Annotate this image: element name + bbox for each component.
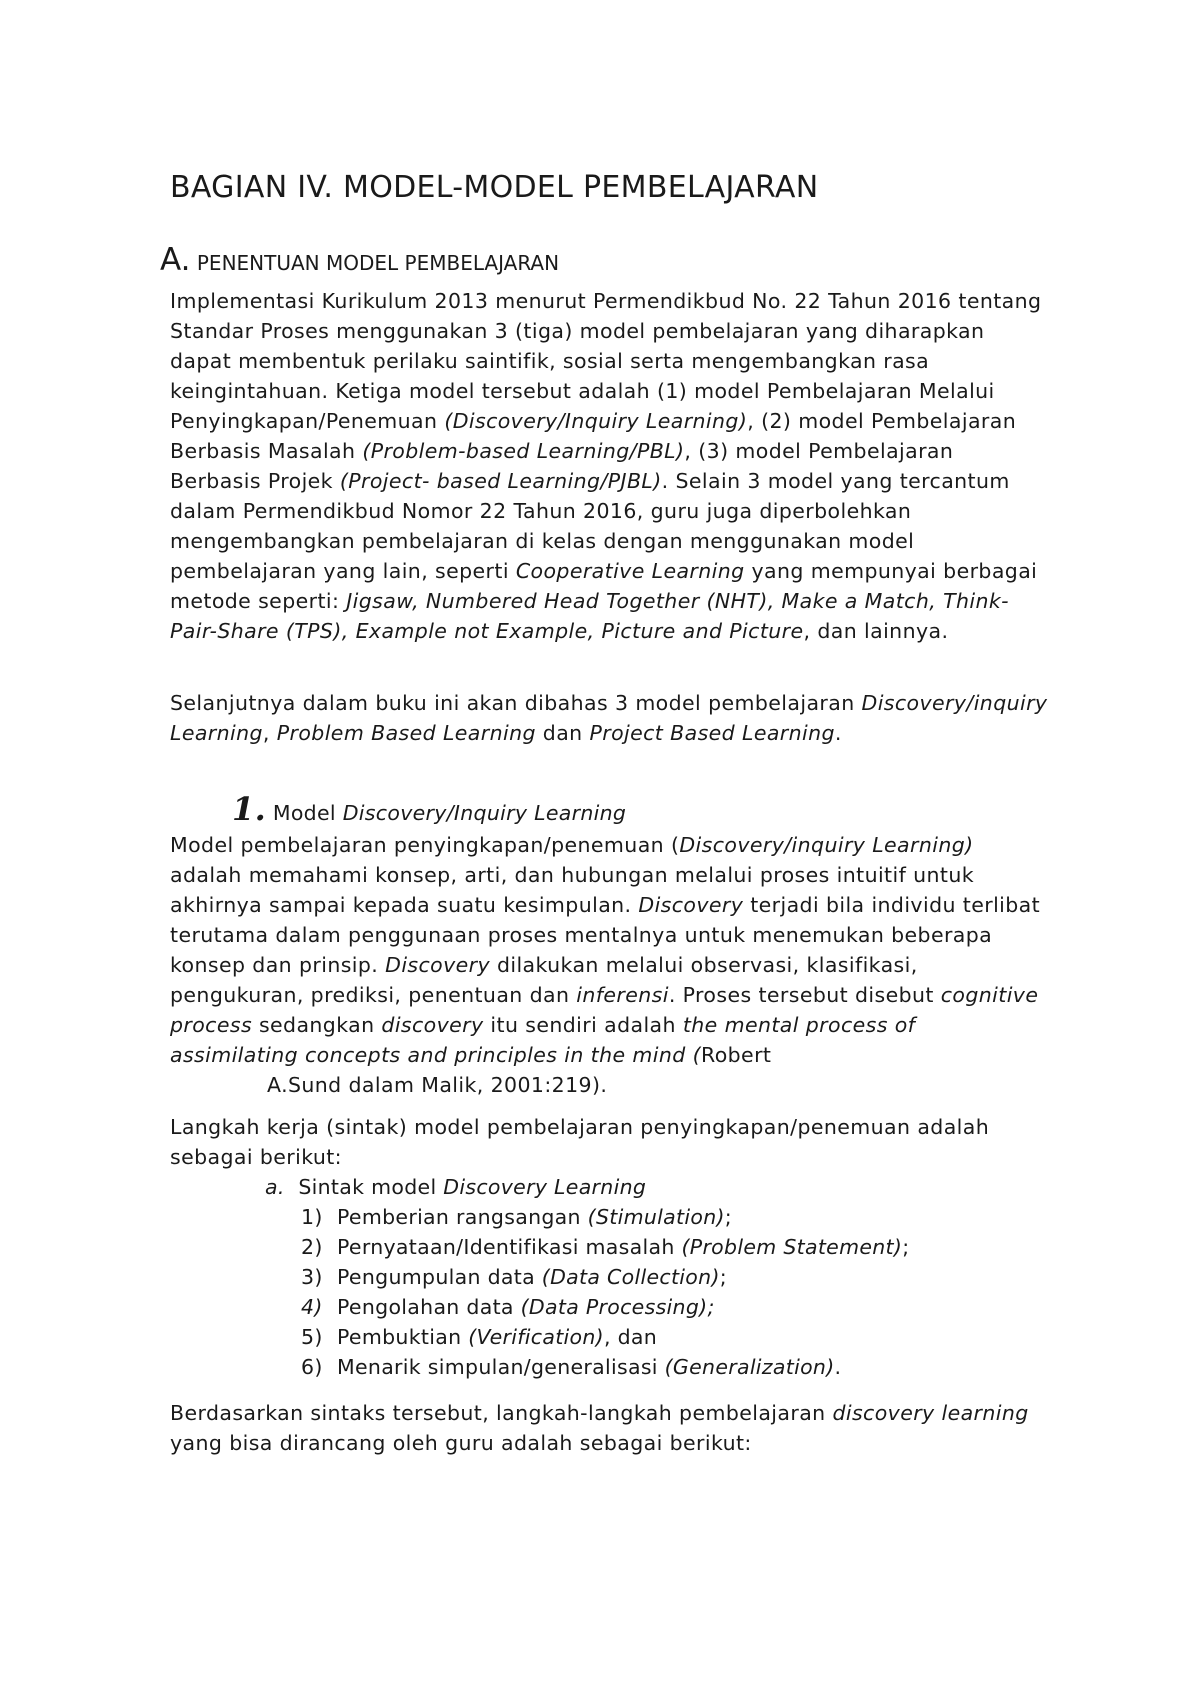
item-text: Menarik simpulan/generalisasi [337, 1355, 665, 1379]
italic-run: Discovery/inquiry Learning) [679, 833, 974, 857]
text-run: terjadi bila individu terlibat terutama dalam penggunaan proses mentalnya untuk menemukan beberapa konsep dan prinsip. [170, 893, 1041, 977]
text-run: . [834, 721, 842, 745]
italic-run: discovery [381, 1013, 484, 1037]
item-number: 2) [301, 1235, 323, 1259]
item-end: ; [902, 1235, 910, 1259]
item-text: Pemberian rangsangan [337, 1205, 588, 1229]
page-title: BAGIAN IV. MODEL-MODEL PEMBELAJARAN [170, 170, 819, 205]
italic-run: Cooperative Learning [515, 559, 745, 583]
paragraph-intro [170, 286, 1050, 646]
item-text: Pembuktian [337, 1325, 469, 1349]
italic-run: inferensi [576, 983, 669, 1007]
paragraph-discovery [170, 830, 1050, 1100]
sintak-label: Sintak model [298, 1175, 444, 1199]
italic-run: cognitive process [170, 983, 1039, 1037]
paragraph-steps-intro: Langkah kerja (sintak) model pembelajaran penyingkapan/penemuan adalah sebagai berikut: [170, 1115, 990, 1169]
text-run: , (3) model Pembelajaran Berbasis Projek [170, 439, 954, 493]
text-run: Berdasarkan sintaks tersebut, langkah-langkah pembelajaran [170, 1401, 833, 1425]
text-run: itu sendiri adalah [483, 1013, 683, 1037]
sintak-heading [265, 1172, 646, 1202]
italic-run: Discovery/inquiry Learning [170, 691, 1048, 745]
subsection-number: 1. [232, 790, 267, 828]
italic-run: Discovery [385, 953, 491, 977]
text-run: . Proses tersebut disebut [668, 983, 941, 1007]
item-end: ; [724, 1205, 733, 1229]
section-label: PENENTUAN MODEL PEMBELAJARAN [196, 251, 560, 275]
discovery-text [170, 833, 1040, 1067]
text-run: Robert [700, 1043, 772, 1067]
paragraph-closing [170, 1398, 1050, 1458]
text-run: sedangkan [252, 1013, 382, 1037]
list-item [301, 1262, 909, 1292]
text-run: yang mempunyai berbagai metode seperti: [170, 559, 1038, 613]
paragraph-models [170, 688, 1050, 748]
text-run: adalah memahami konsep, arti, dan hubungan melalui proses intuitif untuk akhirnya sampai kepada suatu kesimpulan. [170, 863, 975, 917]
section-letter: A. [160, 242, 191, 278]
item-italic: (Verification) [468, 1325, 604, 1349]
item-italic: (Problem Statement) [681, 1235, 903, 1259]
item-number: 6) [301, 1355, 323, 1379]
italic-run: the mental process of assimilating concepts and principles in the mind ( [170, 1013, 916, 1067]
text-run: dilakukan melalui observasi, klasifikasi, pengukuran, prediksi, penentuan dan [170, 953, 918, 1007]
subsection-label-italic: Discovery/Inquiry Learning [342, 801, 627, 825]
sintak-marker: a. [265, 1175, 285, 1199]
text-run: yang bisa dirancang oleh guru adalah sebagai berikut: [170, 1431, 752, 1455]
item-italic: (Data Processing); [520, 1295, 715, 1319]
italic-run: (Discovery/Inquiry Learning) [444, 409, 748, 433]
sintak-label-italic: Discovery Learning [443, 1175, 647, 1199]
list-item [301, 1202, 909, 1232]
item-text: Pengumpulan data [337, 1265, 542, 1289]
citation: A.Sund dalam Malik, 2001:219). [267, 1073, 608, 1097]
italic-run: (Problem-based Learning/PBL) [362, 439, 685, 463]
item-number: 4) [301, 1295, 323, 1319]
italic-run: Problem Based Learning [276, 721, 536, 745]
text-run: Selanjutnya dalam buku ini akan dibahas 3 model pembelajaran [170, 691, 862, 715]
text-run: , dan lainnya. [803, 619, 949, 643]
text-run: . Selain 3 model yang tercantum dalam Permendikbud Nomor 22 Tahun 2016, guru juga diperbolehkan mengembangkan pembelajaran di kelas dengan menggunakan model pembelajaran yang lain, seperti [170, 469, 1010, 583]
item-number: 3) [301, 1265, 323, 1289]
section-a-heading [160, 242, 559, 278]
item-number: 1) [301, 1205, 323, 1229]
italic-run: (Project- based Learning/PJBL) [339, 469, 662, 493]
list-item [301, 1232, 909, 1262]
item-italic: (Stimulation) [587, 1205, 725, 1229]
item-end: . [834, 1355, 842, 1379]
list-item [301, 1322, 909, 1352]
italic-run: Project Based Learning [589, 721, 835, 745]
item-end: ; [719, 1265, 727, 1289]
text-run: , [262, 721, 277, 745]
item-italic: (Data Collection) [541, 1265, 720, 1289]
item-text: Pengolahan data [337, 1295, 521, 1319]
italic-run: Discovery [638, 893, 744, 917]
subsection-label: Model [272, 801, 343, 825]
text-run: Model pembelajaran penyingkapan/penemuan ( [170, 833, 680, 857]
text-run: , (2) model Pembelajaran Berbasis Masalah [170, 409, 1017, 463]
italic-run: Jigsaw, Numbered Head Together (NHT), Make a Match, Think-Pair-Share (TPS), Example not Example, Picture and Picture [170, 589, 1009, 643]
item-italic: (Generalization) [664, 1355, 835, 1379]
item-end: , dan [603, 1325, 658, 1349]
text-run: dan [535, 721, 590, 745]
item-text: Pernyataan/Identifikasi masalah [337, 1235, 682, 1259]
list-item [301, 1292, 909, 1322]
list-item [301, 1352, 909, 1382]
subsection-1-heading [232, 790, 626, 828]
italic-run: discovery learning [832, 1401, 1029, 1425]
text-run: Implementasi Kurikulum 2013 menurut Permendikbud No. 22 Tahun 2016 tentang Standar Proses menggunakan 3 (tiga) model pembelajaran yang diharapkan dapat membentuk perilaku saintifik, sosial serta mengembangkan rasa keingintahuan. Ketiga model tersebut adalah (1) model Pembelajaran Melalui Penyingkapan/Penemuan [170, 289, 1042, 433]
item-number: 5) [301, 1325, 323, 1349]
steps-list [301, 1202, 909, 1382]
